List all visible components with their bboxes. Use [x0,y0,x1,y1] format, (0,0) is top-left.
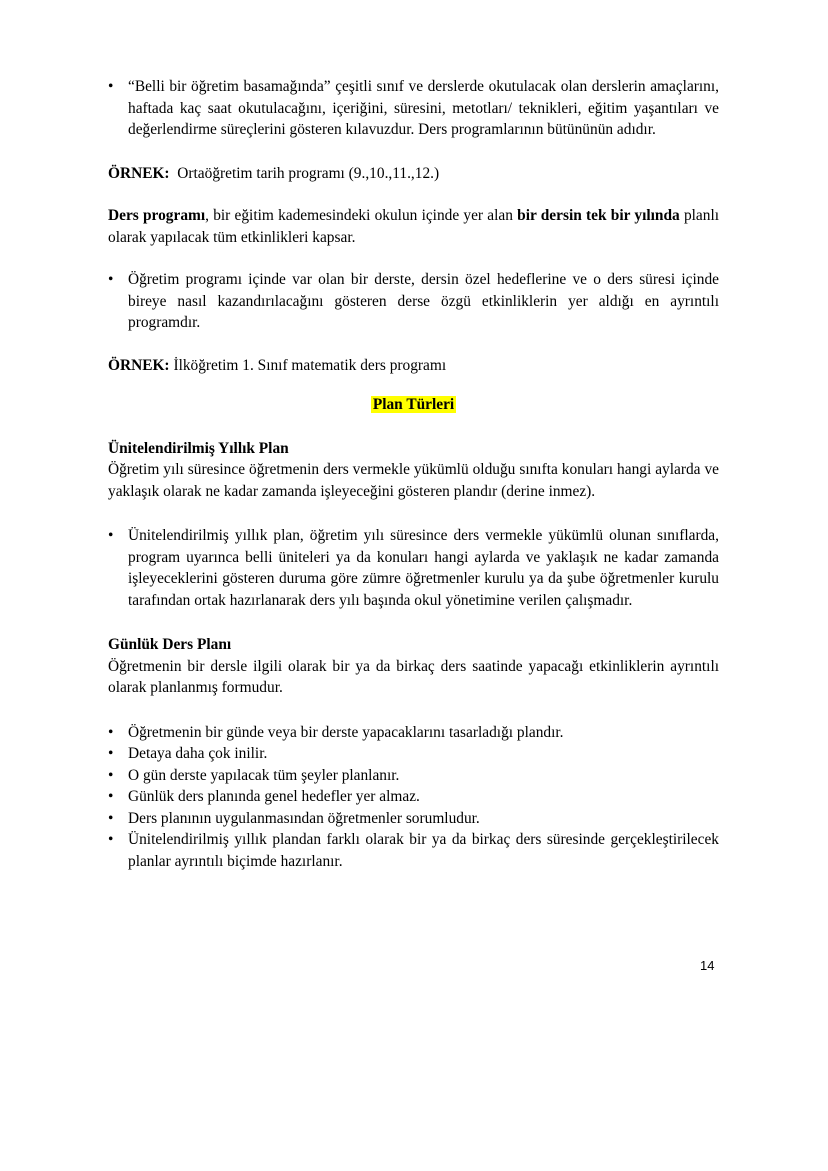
term: Ders programı [108,207,206,224]
section-title-line [108,394,719,416]
emphasis: bir dersin tek bir yılında [517,207,680,224]
gunluk-plan-definition: Öğretmenin bir dersle ilgili olarak bir ya da birkaç ders saatinde yapacağı etkinliklerin ayrıntılı olarak planlanmış formudur. [108,657,719,696]
list-item: • Öğretim programı içinde var olan bir derste, dersin özel hedeflerine ve o ders süresi içinde bireye nasıl kazandırılacağını gösteren derse özgü etkinliklerin yer aldığı en ayrıntılı programdır. [108,269,719,334]
yillik-plan-definition: Öğretim yılı süresince öğretmenin ders vermekle yükümlü olduğu sınıfta konuları hangi aylarda ve yaklaşık olarak ne kadar zamanda işleyeceğini gösteren plandır (derine inmez). [108,461,719,500]
example-label: ÖRNEK: [108,164,170,182]
bullet-list-4 [108,722,719,873]
example-line [108,355,719,377]
document-page [108,76,719,872]
example-text: İlköğretim 1. Sınıf matematik ders programı [173,356,447,374]
example-text: Ortaöğretim tarih programı (9.,10.,11.,12.) [177,164,440,182]
gunluk-plan-heading: Günlük Ders Planı [108,636,232,653]
page-number: 14 [700,958,715,973]
list-item: • Günlük ders planında genel hedefler yer almaz. [108,786,719,808]
bullet-list-1 [108,76,719,141]
ders-programi-paragraph [108,205,719,248]
list-item: • “Belli bir öğretim basamağında” çeşitli sınıf ve derslerde okutulacak olan derslerin amaçlarını, haftada kaç saat okutulacağını, içeriğini, süresini, metotları/ teknikleri, eğitim yaşantıları ve değerlendirme süreçlerini gösteren kılavuzdur. Ders programlarının bütününün adıdır. [108,76,719,141]
list-item: • Detaya daha çok inilir. [108,743,719,765]
bullet-list-3 [108,525,719,611]
list-item: • O gün derste yapılacak tüm şeyler planlanır. [108,765,719,787]
bullet-list-2 [108,269,719,334]
example-line [108,163,719,185]
paragraph-text: , bir eğitim kademesindeki okulun içinde yer alan [205,207,518,224]
paragraph-text: planlı olarak yapılacak tüm etkinlikleri kapsar. [108,207,719,246]
list-item: • Öğretmenin bir günde veya bir derste yapacaklarını tasarladığı plandır. [108,722,719,744]
list-item: • Ünitelendirilmiş yıllık plandan farklı olarak bir ya da birkaç ders süresinde gerçekleştirilecek planlar ayrıntılı biçimde hazırlanır. [108,829,719,872]
yillik-plan-heading: Ünitelendirilmiş Yıllık Plan [108,439,289,457]
list-item: • Ders planının uygulanmasından öğretmenler sorumludur. [108,808,719,830]
example-label: ÖRNEK: [108,356,170,374]
section-title: Plan Türleri [372,396,455,413]
list-item: • Ünitelendirilmiş yıllık plan, öğretim yılı süresince ders vermekle yükümlü olunan sınıflarda, program uyarınca belli üniteleri ya da konuları hangi aylarda ve yaklaşık ne kadar zamanda işleyeceklerini gösteren duruma göre zümre öğretmenler kurulu ya da şube öğretmenler kurulu tarafından ortak hazırlanarak ders yılı başında okul yönetimine verilen çalışmadır. [108,525,719,611]
